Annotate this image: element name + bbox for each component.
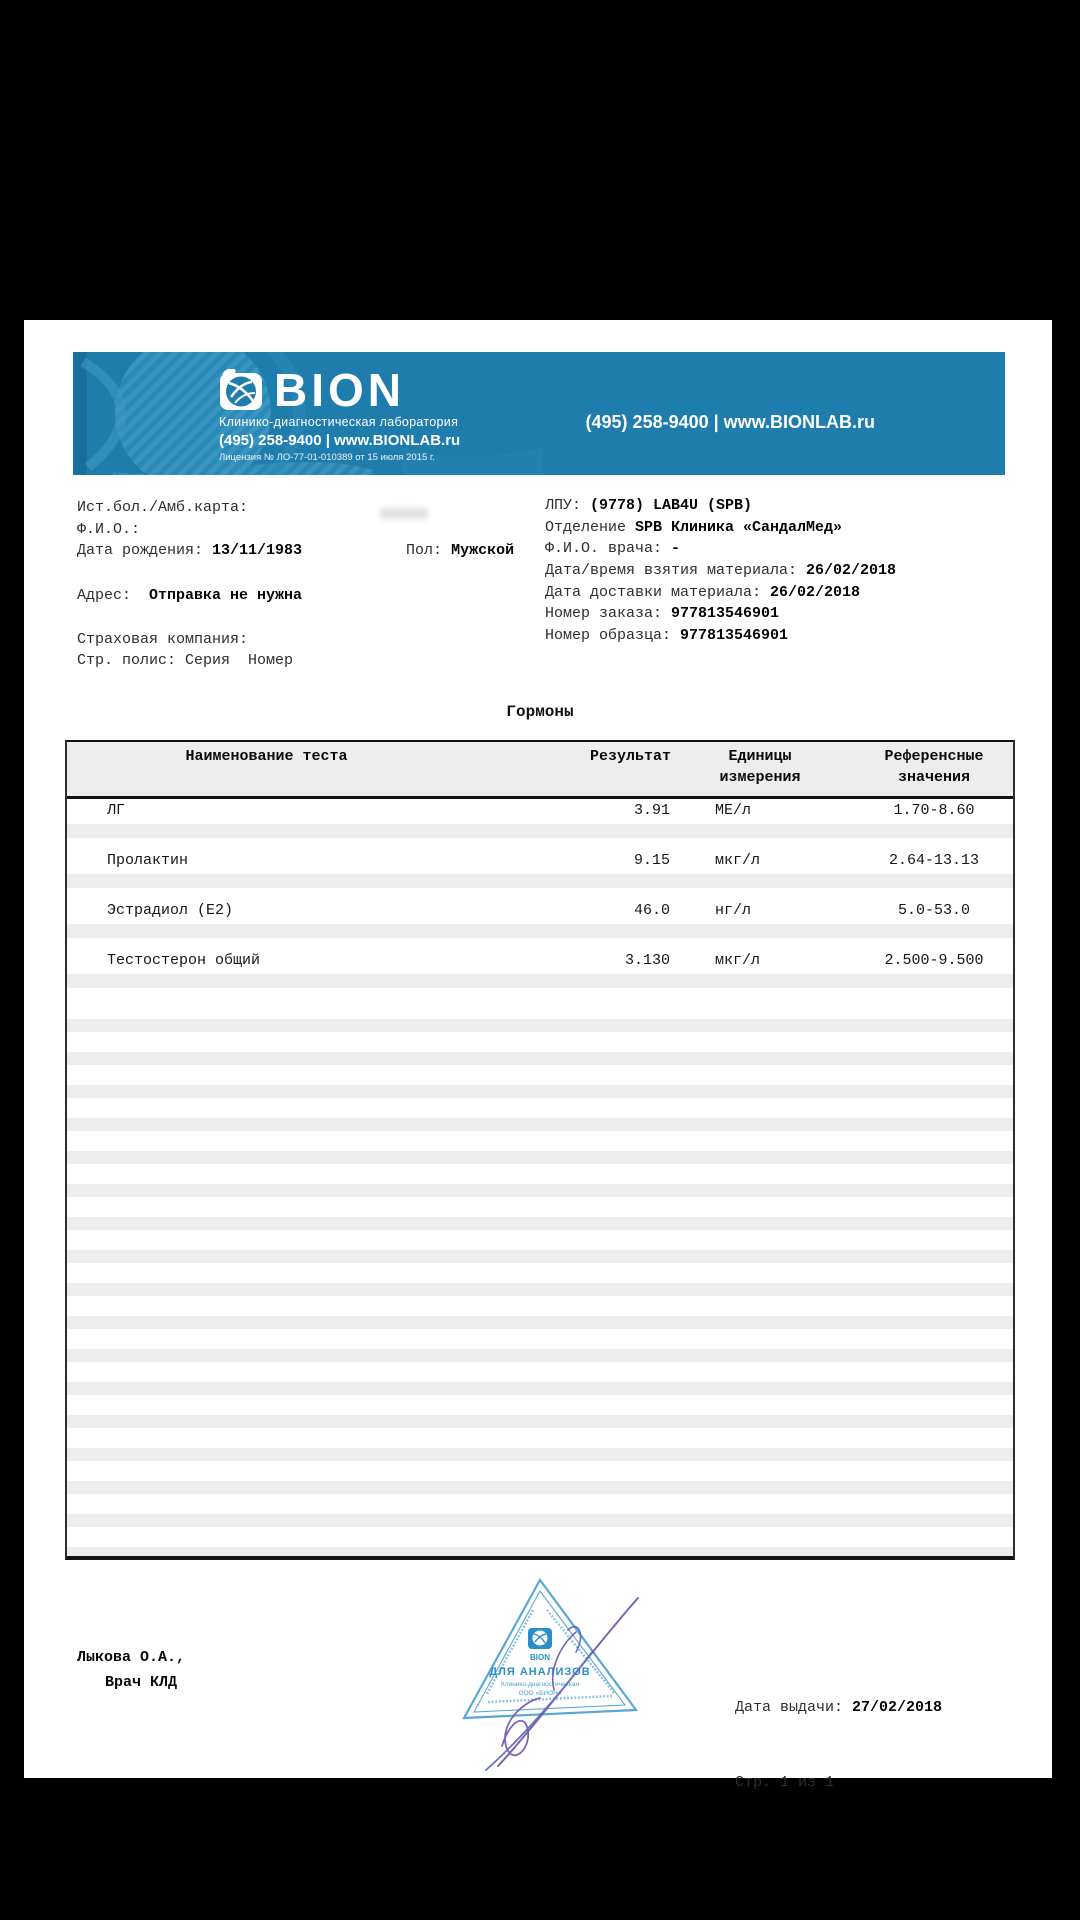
department-line: Отделение SPB Клиника «СандалМед» [545,518,843,536]
issue-info-block [735,1645,942,1845]
stamp-brand-text: BION [530,1653,550,1662]
lab-tagline: Клинико-диагностическая лаборатория [219,415,459,429]
lab-license: Лицензия № ЛО-77-01-010389 от 15 июля 2015 г. [219,452,435,463]
sample-number-line: Номер образца: 977813546901 [545,627,789,645]
stamp-triangle-icon [464,1580,636,1718]
results-table [65,740,1015,1560]
issue-date-line: Дата выдачи: 27/02/2018 [735,1699,943,1716]
doctor-signature-block [77,1645,185,1695]
lab-logo-block [219,364,461,463]
col-header-test-name: Наименование теста [185,748,348,765]
table-row: Пролактин 9.15 мкг/л 2.64-13.13 [67,849,1013,899]
col-header-units-2: измерения [719,769,801,786]
fio-line: Ф.И.О.: [77,520,141,538]
patient-info [77,497,514,672]
table-row: ЛГ 3.91 МЕ/л 1.70-8.60 [67,799,1013,849]
doctor-line: Ф.И.О. врача: - [545,540,681,558]
lab-phone: (495) 258-9400 | www.BIONLAB.ru [219,432,461,449]
report-page [24,320,1052,1791]
lab-banner [73,352,1005,475]
insurance-line: Страховая компания: [77,630,249,648]
stamp-line3: ООО «БИОН» [518,1690,562,1697]
table-header-row [67,740,1013,799]
redacted-name-smudge [380,508,428,519]
stamp-logo-icon [528,1628,552,1649]
section-title: Гормоны [506,703,574,721]
lab-contact-right: (495) 258-9400 | www.BIONLAB.ru [585,412,875,432]
address-line: Адрес: Отправка не нужна [77,586,303,604]
stamp-line1: ДЛЯ АНАЛИЗОВ [489,1666,591,1678]
col-header-reference-1: Референсные [884,748,984,765]
table-row: Эстрадиол (E2) 46.0 нг/л 5.0-53.0 [67,899,1013,949]
col-header-result: Результат [589,748,671,765]
lab-stamp-and-signature [432,1568,662,1778]
policy-line: Стр. полис: Серия Номер [77,652,294,670]
taken-date-line: Дата/время взятия материала: 26/02/2018 [545,562,897,580]
delivered-date-line: Дата доставки материала: 26/02/2018 [545,583,861,601]
card-number-line: Ист.бол./Амб.карта: [77,499,249,516]
lab-logo-text: BION [274,364,405,416]
birth-sex-line: Дата рождения: 13/11/1983 Пол: Мужской [77,542,515,560]
empty-striped-rows [67,999,1013,1556]
stamp-line2: Клинико-диагностическая [501,1681,579,1688]
table-row: Тестостерон общий 3.130 мкг/л 2.500-9.500 [67,949,1013,999]
col-header-reference-2: значения [897,769,970,786]
lpu-line: ЛПУ: (9778) LAB4U (SPB) [545,497,753,514]
col-header-units-1: Единицы [728,748,792,765]
doctor-name: Лыкова О.А., [77,1649,186,1666]
page-info-line: Стр. 1 из 1 [735,1774,835,1791]
order-number-line: Номер заказа: 977813546901 [545,605,780,623]
doctor-title: Врач КЛД [105,1674,178,1691]
order-info [545,495,896,647]
bion-logo-icon [219,369,265,411]
